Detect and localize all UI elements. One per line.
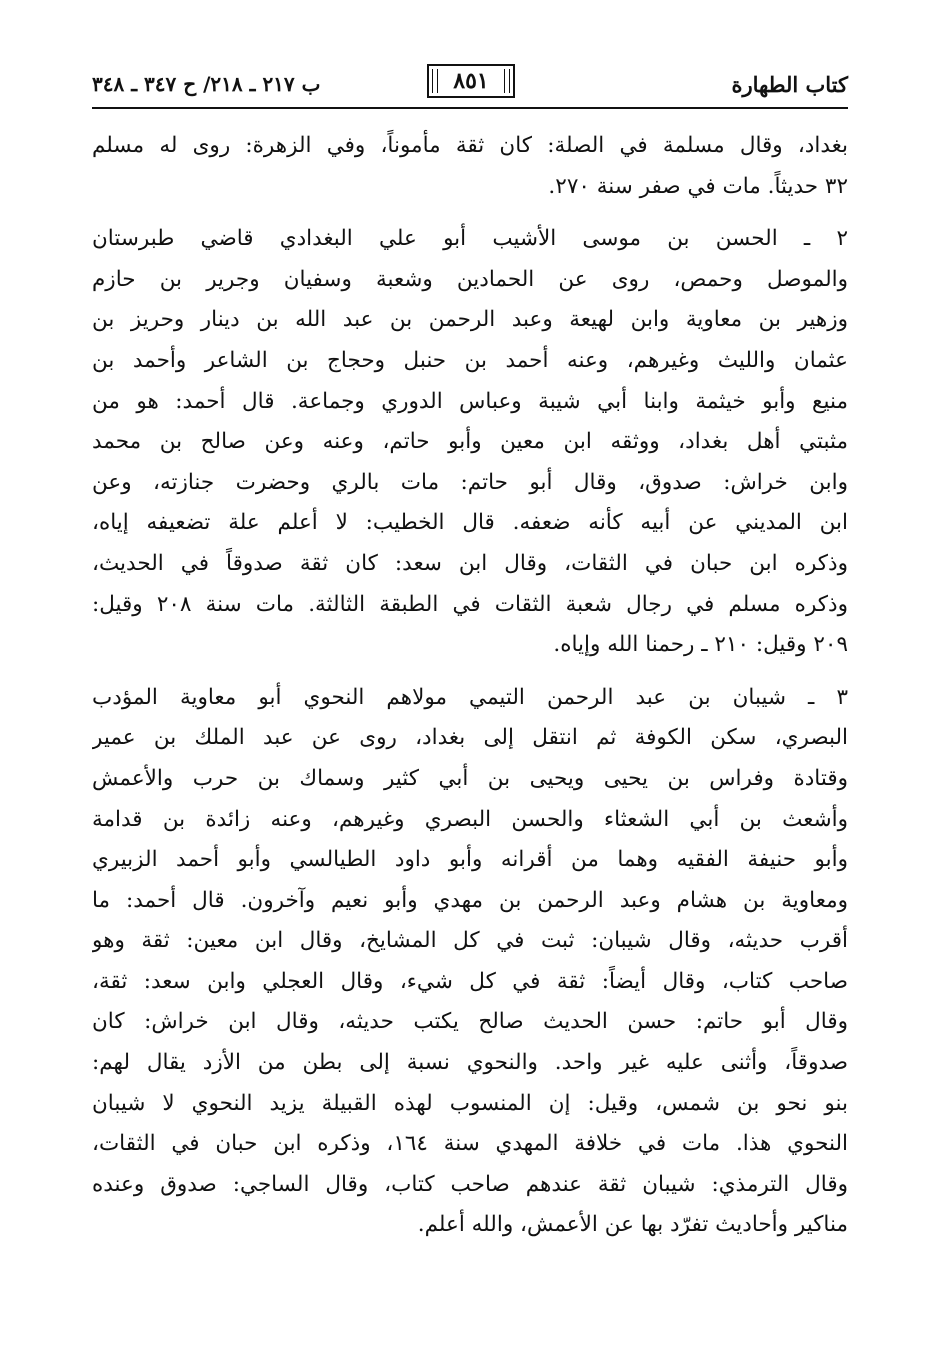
text-line: وزهير بن معاوية وابن لهيعة وعبد الرحمن بن عبد الله بن دينار وحريز بن — [92, 307, 848, 333]
text-line: منيع وأبو خيثمة وابنا أبي شيبة وعباس الدوري وجماعة. قال أحمد: هو من — [92, 388, 848, 414]
text-line: وذكره مسلم في رجال شعبة الثقات في الطبقة الثالثة. مات سنة ٢٠٨ وقيل: — [92, 591, 848, 617]
text-line: وأشعث بن أبي الشعثاء والحسن البصري وغيرهم، وعنه زائدة بن قدامة — [92, 806, 848, 832]
text-line: بنو نحو بن شمس، وقيل: إن المنسوب لهذه القبيلة يزيد النحوي لا شيبان — [92, 1090, 848, 1116]
text-line: ٢ ـ الحسن بن موسى الأشيب أبو علي البغدادي قاضي طبرستان — [92, 226, 848, 252]
page-header — [92, 64, 848, 104]
body-text — [92, 126, 848, 1246]
text-line: وقال أبو حاتم: حسن الحديث صالح يكتب حديثه، وقال ابن خراش: كان — [92, 1009, 848, 1035]
paragraph-narrator-2 — [92, 219, 848, 666]
text-line: وقال الترمذي: شيبان ثقة عندهم صاحب كتاب، وقال الساجي: صدوق وعنده — [92, 1171, 848, 1197]
text-line: وقتادة وفراس بن يحيى ويحيى بن أبي كثير وسماك بن حرب والأعمش — [92, 765, 848, 791]
paragraph-narrator-3 — [92, 678, 848, 1246]
text-line: ٣٢ حديثاً. مات في صفر سنة ٢٧٠. — [548, 173, 848, 199]
text-line: البصري، سكن الكوفة ثم انتقل إلى بغداد، روى عن عبد الملك بن عمير — [92, 725, 848, 751]
book-title: كتاب الطهارة — [731, 72, 848, 97]
text-line: وابن خراش: صدوق، وقال أبو حاتم: مات بالري وحضرت جنازته، وعن — [92, 469, 848, 495]
page-number: ٨٥١ — [427, 64, 515, 98]
text-line: وذكره ابن حبان في الثقات، وقال ابن سعد: كان ثقة صدوقاً في الحديث، — [92, 550, 848, 576]
text-line: مناكير وأحاديث تفرّد بها عن الأعمش، والله أعلم. — [417, 1212, 848, 1238]
text-line: والموصل وحمص، روى عن الحمادين وشعبة وسفيان وجرير بن حازم — [92, 266, 848, 292]
text-line: صدوقاً، وأثنى عليه غير واحد. والنحوي نسبة إلى بطن من الأزد يقال لهم: — [92, 1050, 848, 1076]
text-line: وأبو حنيفة الفقيه وهما من أقرانه وأبو داود الطيالسي وأبو أحمد الزبيري — [92, 847, 848, 873]
paragraph-continuation — [92, 126, 848, 207]
text-line: بغداد، وقال مسلمة في الصلة: كان ثقة مأموناً، وفي الزهرة: روى له مسلم — [92, 133, 848, 158]
text-line: ٣ ـ شيبان بن عبد الرحمن التيمي مولاهم النحوي أبو معاوية المؤدب — [92, 684, 848, 710]
hadith-reference: ب ٢١٧ ـ ٢١٨/ ح ٣٤٧ ـ ٣٤٨ — [92, 72, 321, 96]
header-rule — [92, 107, 848, 109]
text-line: ابن المديني عن أبيه كأنه ضعفه. قال الخطيب: لا أعلم علة تضعيفه إياه، — [92, 510, 848, 536]
text-line: ومعاوية بن هشام وعبد الرحمن بن مهدي وأبو نعيم وآخرون. قال أحمد: ما — [92, 887, 848, 913]
text-line: النحوي هذا. مات في خلافة المهدي سنة ١٦٤، وذكره ابن حبان في الثقات، — [92, 1131, 848, 1157]
text-line: صاحب كتاب، وقال أيضاً: ثقة في كل شيء، وقال العجلي وابن سعد: ثقة، — [92, 968, 848, 994]
text-line: مثبتي أهل بغداد، ووثقه ابن معين وأبو حاتم، وعنه وعن صالح بن محمد — [92, 429, 848, 455]
text-line: أقرب حديثه، وقال شيبان: ثبت في كل المشايخ، وقال ابن معين: ثقة وهو — [92, 928, 848, 954]
text-line: ٢٠٩ وقيل: ٢١٠ ـ رحمنا الله وإياه. — [553, 632, 848, 658]
text-line: عثمان والليث وغيرهم، وعنه أحمد بن حنبل وحجاج بن الشاعر وأحمد بن — [92, 347, 848, 373]
